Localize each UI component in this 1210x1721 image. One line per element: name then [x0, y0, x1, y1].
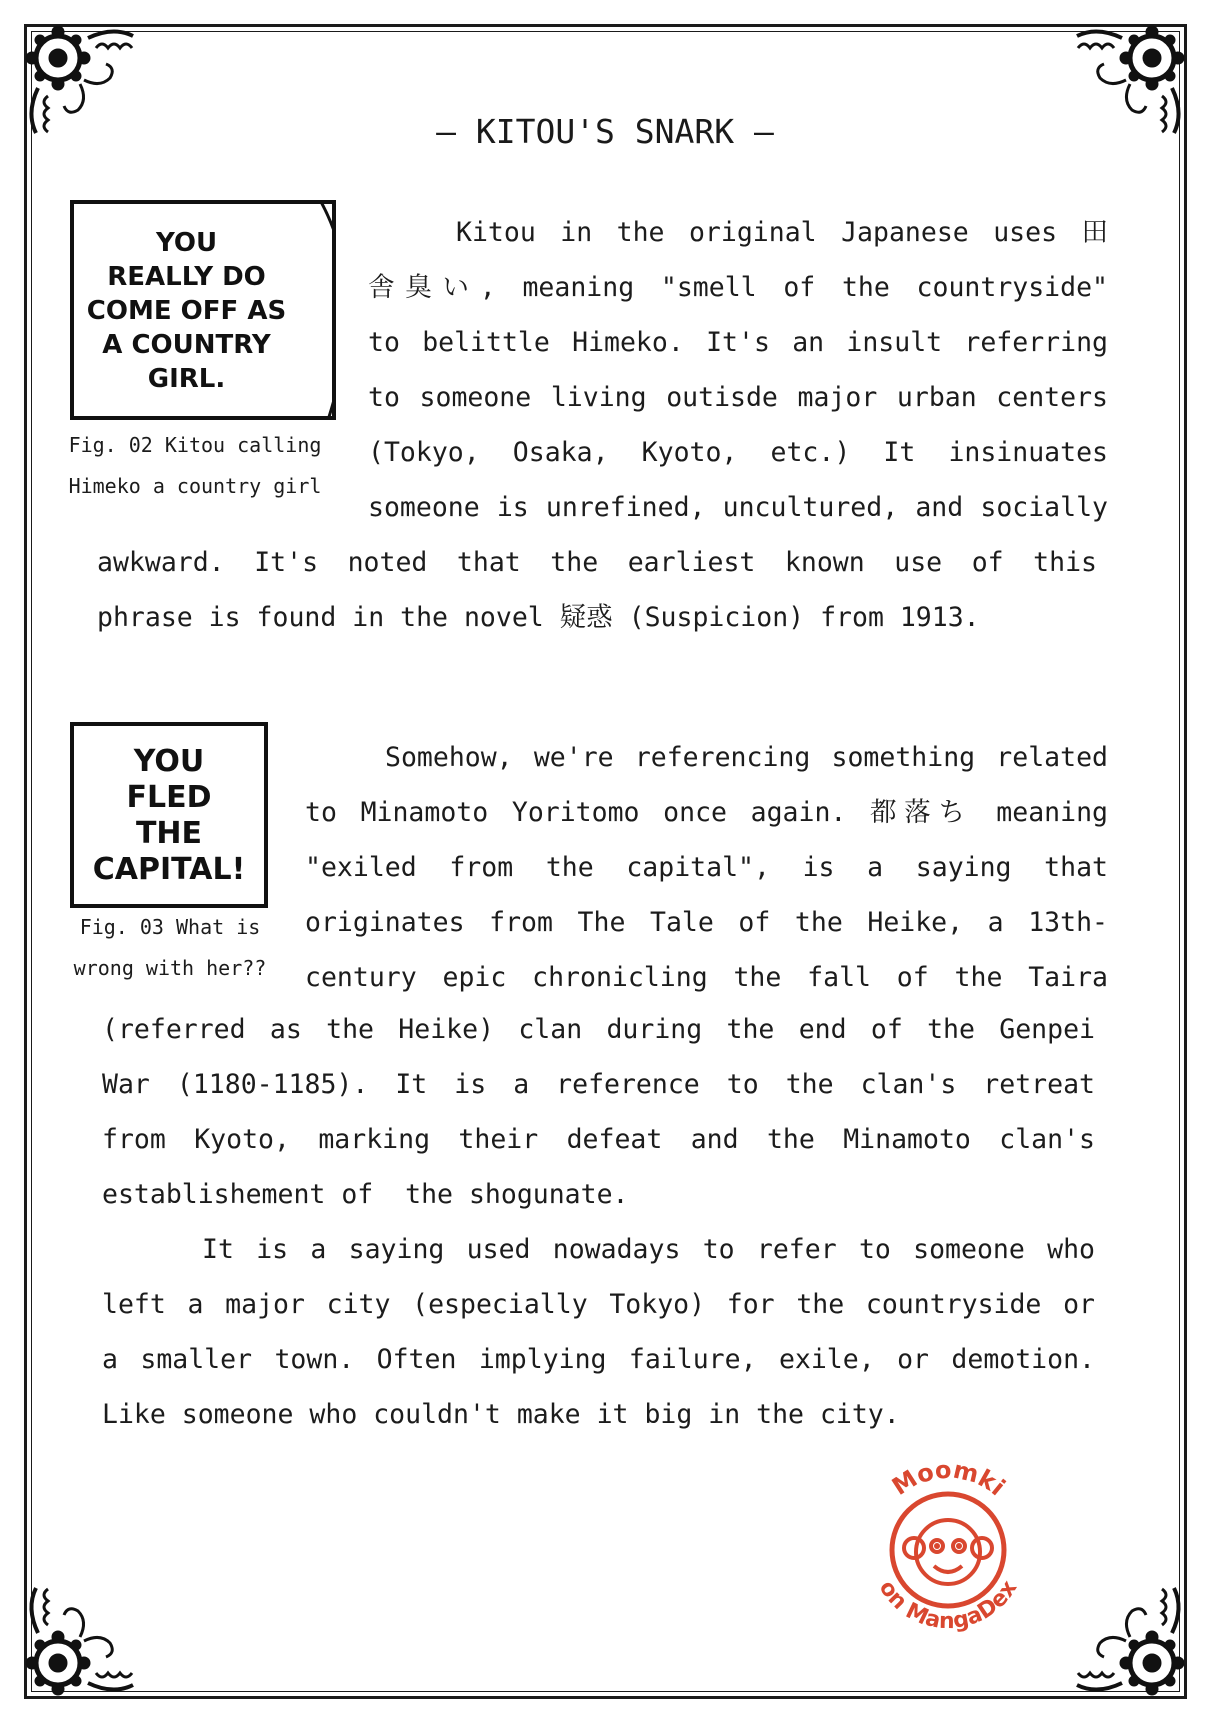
corner-ornament-bottom-right	[1062, 1573, 1192, 1703]
text-line: originates from The Tale of the Heike, a 13th-	[305, 907, 1108, 938]
text-line: to Minamoto Yoritomo once again. 都落ち meaning	[305, 797, 1108, 828]
text-line: to someone living outisde major urban centers	[368, 382, 1108, 413]
text-line: It is a saying used nowadays to refer to someone who	[202, 1234, 1095, 1265]
caption-line: Fig. 02 Kitou calling	[68, 433, 322, 457]
text-line: Like someone who couldn't make it big in the city.	[102, 1399, 900, 1430]
figure-caption	[60, 907, 280, 989]
stamp-logo-icon	[848, 1450, 1048, 1650]
caption-line: Fig. 03 What is	[79, 915, 261, 939]
paragraph-section-1-full	[97, 535, 1097, 645]
manga-panel-fig03	[70, 722, 268, 908]
text-line: left a major city (especially Tokyo) for the countryside or	[102, 1289, 1095, 1320]
text-line: War (1180-1185). It is a reference to the clan's retreat	[102, 1069, 1095, 1100]
text-line: establishement of the shogunate.	[102, 1179, 629, 1210]
paragraph-section-1-wrap	[368, 205, 1108, 535]
figure-caption	[60, 425, 330, 507]
text-line: phrase is found in the novel 疑惑 (Suspicion) from 1913.	[97, 602, 980, 633]
text-line: to belittle Himeko. It's an insult referring	[368, 327, 1108, 358]
stamp-bottom-text: on MangaDex	[873, 1576, 1023, 1635]
panel-dialogue: YOU REALLY DO COME OFF AS A COUNTRY GIRL.	[86, 228, 287, 394]
text-line: (referred as the Heike) clan during the end of the Genpei	[102, 1014, 1095, 1045]
caption-line: wrong with her??	[73, 956, 267, 980]
caption-line: Himeko a country girl	[68, 474, 322, 498]
corner-ornament-bottom-left	[18, 1573, 148, 1703]
text-line: 舎臭い, meaning "smell of the countryside"	[368, 272, 1108, 303]
ornament-icon	[18, 1573, 148, 1703]
text-line: someone is unrefined, uncultured, and socially	[368, 492, 1108, 523]
panel-dialogue: YOU FLED THE CAPITAL!	[92, 744, 246, 887]
text-line: awkward. It's noted that the earliest known use of this	[97, 547, 1097, 578]
text-line: a smaller town. Often implying failure, exile, or demotion.	[102, 1344, 1095, 1375]
text-line: Kitou in the original Japanese uses 田	[456, 217, 1108, 248]
text-line: Somehow, we're referencing something related	[385, 742, 1108, 773]
text-line: century epic chronicling the fall of the Taira	[305, 962, 1108, 993]
text-line: (Tokyo, Osaka, Kyoto, etc.) It insinuates	[368, 437, 1108, 468]
ornament-icon	[1062, 1573, 1192, 1703]
paragraph-section-2-full	[102, 1002, 1095, 1222]
text-line: from Kyoto, marking their defeat and the Minamoto clan's	[102, 1124, 1095, 1155]
manga-panel-fig02	[70, 200, 336, 420]
paragraph-section-3	[102, 1222, 1095, 1442]
scanlator-stamp	[848, 1450, 1048, 1650]
paragraph-section-2-wrap	[305, 730, 1108, 1005]
page-title: — KITOU'S SNARK —	[436, 112, 774, 151]
text-line: "exiled from the capital", is a saying that	[305, 852, 1108, 883]
stamp-top-text: Moomki	[887, 1455, 1011, 1502]
